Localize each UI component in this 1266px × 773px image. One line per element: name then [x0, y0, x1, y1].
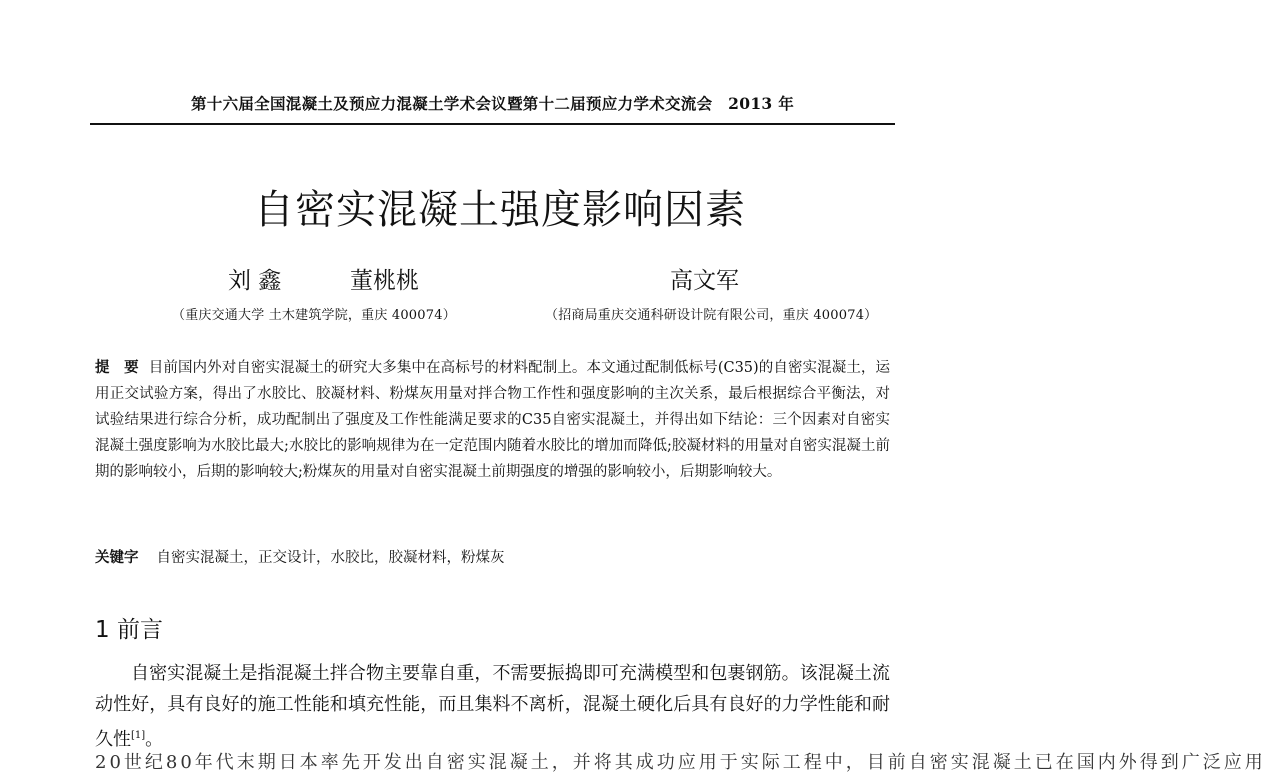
affiliation-1: （重庆交通大学 土木建筑学院，重庆 400074） [172, 308, 456, 323]
citation-ref: [1] [131, 730, 146, 741]
paragraph-end: 。 [145, 729, 164, 750]
section-heading: 1 前言 [95, 617, 163, 643]
keywords-text: 自密实混凝土，正交设计，水胶比，胶凝材料，粉煤灰 [156, 550, 505, 566]
abstract-text: 目前国内外对自密实混凝土的研究大多集中在高标号的材料配制上。本文通过配制低标号(C35)的自密实混凝土，运用正交试验方案，得出了水胶比、胶凝材料、粉煤灰用量对拌合物工作性和强度影响的主次关系，最后根据综合平衡法，对试验结果进行综合分析，成功配制出了强度及工作性能满足要求的C35自密实混凝土，并得出如下结论：三个因素对自密实混凝土强度影响为水胶比最大;水胶比的影响规律为在一定范围内随着水胶比的增加而降低;胶凝材料的用量对自密实混凝土前期的影响较小，后期的影响较大;粉煤灰的用量对自密实混凝土前期强度的增强的影响较小，后期影响较大。 [95, 360, 891, 480]
author-1-name: 刘 鑫 [228, 268, 282, 294]
author-2-name: 董桃桃 [350, 268, 419, 294]
abstract-label: 提 要 [95, 359, 139, 376]
paper-title: 自密实混凝土强度影响因素 [254, 187, 746, 233]
running-header: 第十六届全国混凝土及预应力混凝土学术会议暨第十二届预应力学术交流会 2013 年 [190, 94, 795, 113]
author-3-name: 高文军 [670, 268, 739, 294]
section-paragraph [95, 658, 890, 755]
section-body [95, 658, 890, 755]
affiliation-2: （招商局重庆交通科研设计院有限公司，重庆 400074） [545, 308, 878, 323]
keywords-label: 关键字 [95, 549, 139, 566]
paragraph-text: 自密实混凝土是指混凝土拌合物主要靠自重，不需要振捣即可充满模型和包裹钢筋。该混凝土流动性好，具有良好的施工性能和填充性能，而且集料不离析，混凝土硬化后具有良好的力学性能和耐久性 [95, 663, 890, 750]
abstract [95, 355, 890, 485]
header-rule [90, 123, 895, 125]
cut-off-next-line: 20世纪80年代末期日本率先开发出自密实混凝土，并将其成功应用于实际工程中，目前自密实混凝土已在国内外得到广泛应用 [95, 752, 1266, 773]
keywords [95, 546, 505, 567]
